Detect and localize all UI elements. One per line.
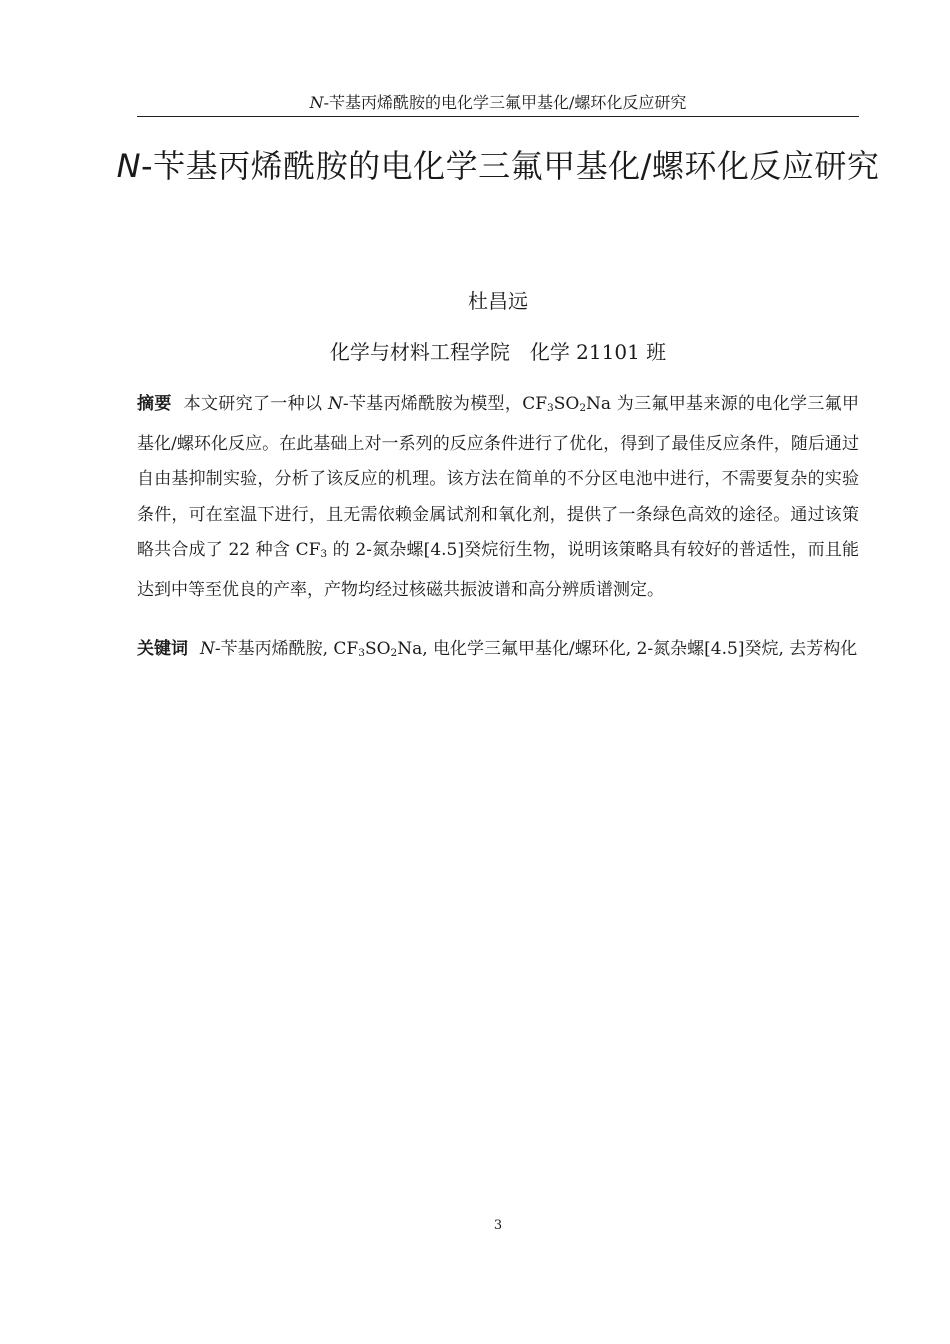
author-affiliation: 化学与材料工程学院 化学 21101 班	[329, 340, 667, 364]
page-number: 3	[493, 1218, 503, 1233]
title-text: -苄基丙烯酰胺的电化学三氟甲基化/螺环化反应研究	[141, 147, 880, 185]
running-header-italic-n: N	[309, 93, 324, 112]
keywords-text-1: -苄基丙烯酰胺, CF	[214, 639, 359, 659]
keywords-text-2: SO	[364, 639, 391, 659]
paper-title	[110, 128, 886, 204]
abstract-text-2: -苄基丙烯酰胺为模型，CF	[342, 394, 548, 414]
abstract-label: 摘要	[137, 394, 172, 414]
abstract-text-1: 本文研究了一种以	[183, 394, 328, 414]
keywords-italic-n: N	[200, 639, 215, 659]
abstract-text-3: SO	[553, 394, 580, 414]
running-header-text: -苄基丙烯酰胺的电化学三氟甲基化/螺环化反应研究	[323, 93, 687, 112]
keywords-sub-2: 2	[390, 647, 398, 660]
abstract-sub-2: 2	[579, 402, 587, 415]
running-header	[137, 92, 859, 117]
keywords-paragraph	[137, 632, 859, 672]
abstract-text-4: Na 为三氟甲基来源的电化学三氟甲基化/螺环化反应。在此基础上对一系列的反应条件进行了优化，得到了最佳反应条件，随后通过自由基抑制实验，分析了该反应的机理。该方法在简单的不分区电池中进行，不需要复杂的实验条件，可在室温下进行，且无需依赖金属试剂和氧化剂，提供了一条绿色高效的途径。通过该策略共合成了 22 种含 CF	[137, 394, 859, 561]
keywords-text-3: Na, 电化学三氟甲基化/螺环化, 2-氮杂螺[4.5]癸烷, 去芳构化	[397, 639, 858, 659]
abstract-sub-3: 3	[320, 548, 328, 561]
title-italic-n: N	[116, 147, 142, 185]
keywords-label: 关键词	[137, 639, 188, 659]
abstract-text-5: 的 2-氮杂螺[4.5]癸烷衍生物，说明该策略具有较好的普适性，而且能达到中等至优良的产率，产物均经过核磁共振波谱和高分辨质谱测定。	[137, 540, 859, 600]
author-name: 杜昌远	[468, 289, 528, 313]
abstract-paragraph	[137, 387, 859, 608]
abstract-sub-1: 3	[547, 402, 554, 415]
keywords-sub-1: 3	[358, 647, 365, 660]
abstract-italic-n: N	[328, 394, 343, 414]
